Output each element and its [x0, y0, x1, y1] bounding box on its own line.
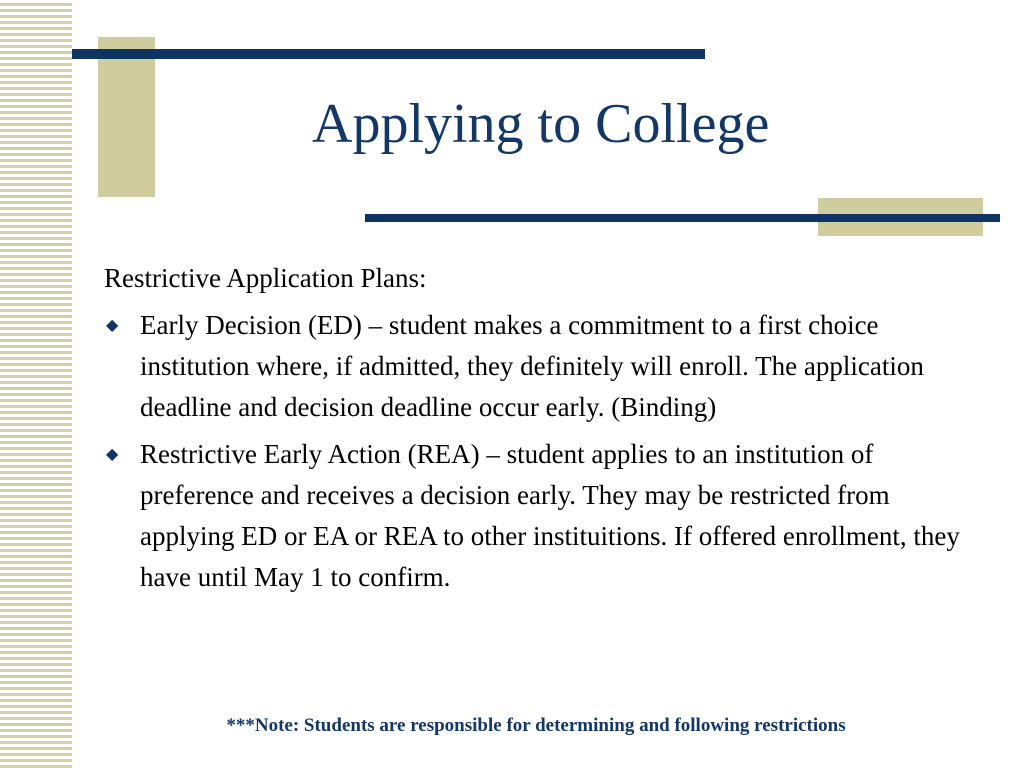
intro-heading: Restrictive Application Plans:	[104, 263, 427, 293]
navy-accent-line-right	[365, 214, 1000, 222]
slide-body	[104, 258, 984, 604]
navy-accent-line-top	[72, 49, 705, 59]
tan-accent-block-top	[98, 37, 155, 197]
footer-note: ***Note: Students are responsible for determining and following restrictions	[226, 715, 846, 736]
diamond-bullet-icon: ◆	[106, 317, 119, 334]
bullet-item-early-decision	[104, 305, 984, 428]
bullet-item-restrictive-early-action	[104, 434, 984, 598]
bullet-text: Restrictive Early Action (REA) – student applies to an institution of preference and receives a decision early. They may be restricted from applying ED or EA or REA to other instituitions. If offered enrollment, they have until May 1 to confirm.	[140, 439, 960, 592]
slide-title: Applying to College	[312, 93, 770, 155]
diamond-bullet-icon: ◆	[106, 446, 119, 463]
striped-side-bar	[0, 0, 72, 768]
bullet-text: Early Decision (ED) – student makes a commitment to a first choice institution where, if admitted, they definitely will enroll. The application deadline and decision deadline occur early. (Binding)	[140, 310, 924, 422]
